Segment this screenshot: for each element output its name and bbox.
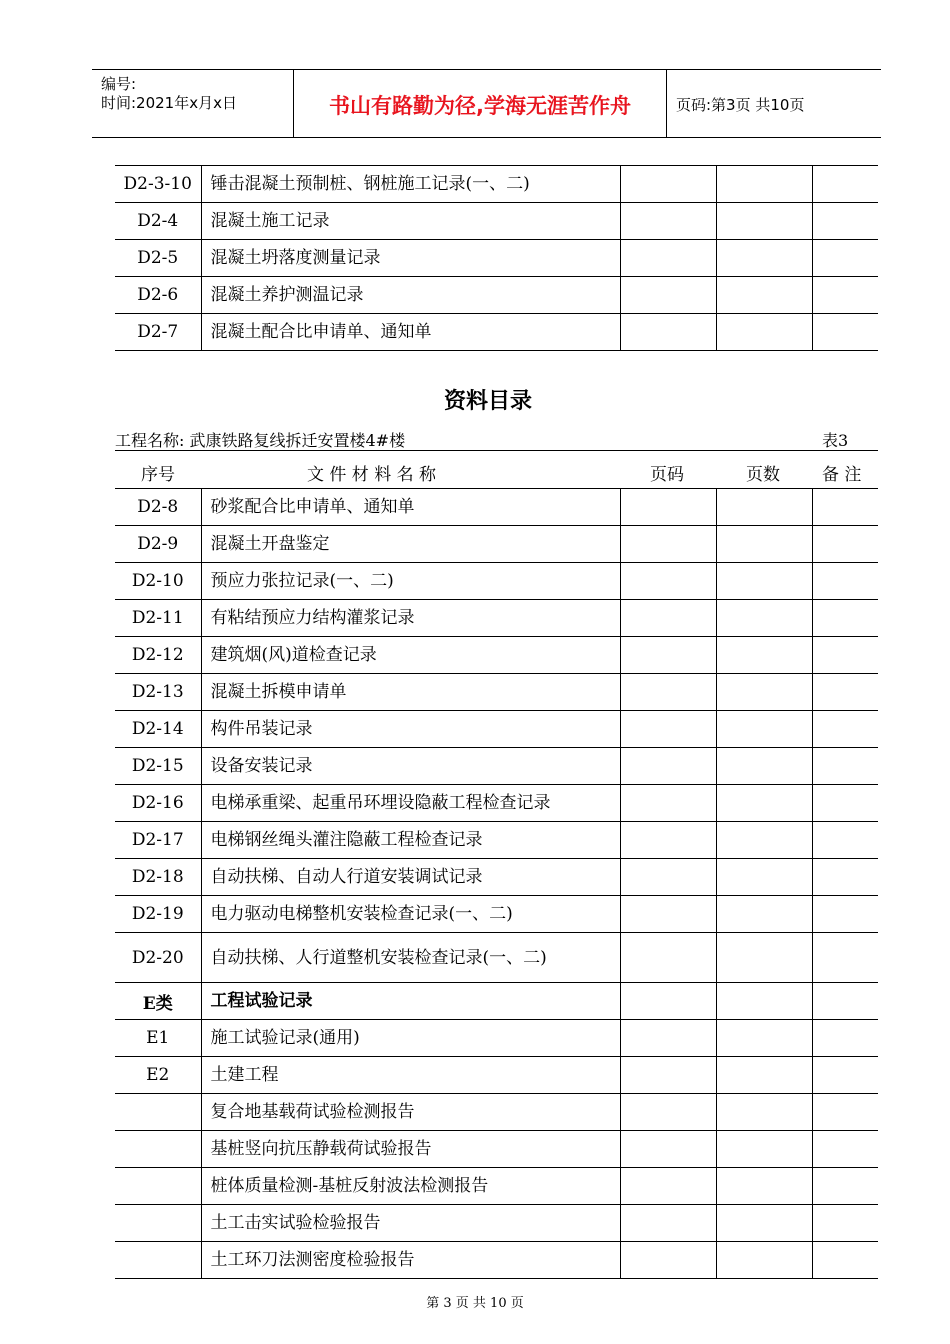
row-name: 锤击混凝土预制桩、钢桩施工记录(一、二): [201, 166, 620, 203]
row-code: D2-5: [115, 240, 201, 277]
row-code: D2-7: [115, 314, 201, 351]
table-row: [115, 896, 878, 933]
row-code: D2-16: [115, 785, 201, 822]
row-name: 电力驱动电梯整机安装检查记录(一、二): [201, 896, 620, 933]
section-title: 资料目录: [443, 389, 532, 414]
table-row: [115, 637, 878, 674]
col-remark: 备 注: [822, 465, 862, 485]
row-code: D2-9: [115, 526, 201, 563]
row-code: [115, 1168, 201, 1205]
row-code: D2-13: [115, 674, 201, 711]
row-name: 混凝土养护测温记录: [201, 277, 620, 314]
table-row: [115, 785, 878, 822]
row-name: 有粘结预应力结构灌浆记录: [201, 600, 620, 637]
row-name: 混凝土施工记录: [201, 203, 620, 240]
row-code: D2-8: [115, 489, 201, 526]
table-row: [115, 711, 878, 748]
table-row: [115, 983, 878, 1020]
header-page-cell: [667, 70, 881, 137]
row-code: D2-3-10: [115, 166, 201, 203]
table-row: [115, 859, 878, 896]
table-row: [115, 240, 878, 277]
row-name: 土工击实试验检验报告: [201, 1205, 620, 1242]
table-row: [115, 526, 878, 563]
header-motto-cell: [294, 70, 667, 137]
row-name: 复合地基载荷试验检测报告: [201, 1094, 620, 1131]
row-name: 土工环刀法测密度检验报告: [201, 1242, 620, 1279]
table-row: [115, 1205, 878, 1242]
table-row: [115, 1020, 878, 1057]
row-name: 土建工程: [201, 1057, 620, 1094]
row-name: 工程试验记录: [201, 983, 620, 1020]
page-footer: 第 3 页 共 10 页: [426, 1296, 524, 1311]
row-name: 桩体质量检测-基桩反射波法检测报告: [201, 1168, 620, 1205]
table-row: [115, 314, 878, 351]
row-name: 建筑烟(风)道检查记录: [201, 637, 620, 674]
row-code: D2-19: [115, 896, 201, 933]
col-pages: 页数: [746, 465, 780, 485]
row-code: D2-10: [115, 563, 201, 600]
row-code: D2-6: [115, 277, 201, 314]
row-name: 混凝土拆模申请单: [201, 674, 620, 711]
row-code: D2-17: [115, 822, 201, 859]
project-name: 工程名称: 武康铁路复线拆迁安置楼4#楼: [115, 431, 406, 450]
table-row: [115, 822, 878, 859]
row-code: D2-12: [115, 637, 201, 674]
row-code: [115, 1094, 201, 1131]
row-name: 电梯钢丝绳头灌注隐蔽工程检查记录: [201, 822, 620, 859]
row-code: D2-4: [115, 203, 201, 240]
table-row: [115, 166, 878, 203]
table-row: [115, 1057, 878, 1094]
table-row: [115, 600, 878, 637]
table-row: [115, 1168, 878, 1205]
table-row: [115, 277, 878, 314]
row-code: E类: [115, 983, 201, 1020]
row-name: 自动扶梯、人行道整机安装检查记录(一、二): [201, 933, 620, 983]
top-catalog-table: [115, 165, 878, 351]
table-row: [115, 203, 878, 240]
row-code: E2: [115, 1057, 201, 1094]
table-row: [115, 674, 878, 711]
row-code: [115, 1205, 201, 1242]
table-row: [115, 933, 878, 983]
row-name: 混凝土配合比申请单、通知单: [201, 314, 620, 351]
row-name: 构件吊装记录: [201, 711, 620, 748]
table-number: 表3: [822, 431, 849, 450]
col-seq: 序号: [141, 465, 175, 485]
row-code: D2-11: [115, 600, 201, 637]
col-page: 页码: [650, 465, 684, 485]
row-name: 施工试验记录(通用): [201, 1020, 620, 1057]
row-code: [115, 1131, 201, 1168]
page-header: [92, 69, 881, 138]
column-header: [115, 450, 878, 489]
row-name: 电梯承重梁、起重吊环埋设隐蔽工程检查记录: [201, 785, 620, 822]
header-motto: 书山有路勤为径,学海无涯苦作舟: [329, 94, 631, 118]
row-code: E1: [115, 1020, 201, 1057]
row-name: 混凝土开盘鉴定: [201, 526, 620, 563]
row-name: 自动扶梯、自动人行道安装调试记录: [201, 859, 620, 896]
header-page-label: 页码:第3页 共10页: [676, 96, 805, 114]
col-name: 文 件 材 料 名 称: [307, 465, 437, 485]
table-row: [115, 748, 878, 785]
row-name: 混凝土坍落度测量记录: [201, 240, 620, 277]
row-name: 基桩竖向抗压静载荷试验报告: [201, 1131, 620, 1168]
doc-time-label: 时间:2021年x月x日: [101, 94, 237, 112]
row-code: D2-18: [115, 859, 201, 896]
row-name: 设备安装记录: [201, 748, 620, 785]
table-row: [115, 489, 878, 526]
table-row: [115, 563, 878, 600]
row-code: D2-15: [115, 748, 201, 785]
row-name: 预应力张拉记录(一、二): [201, 563, 620, 600]
table-row: [115, 1131, 878, 1168]
row-name: 砂浆配合比申请单、通知单: [201, 489, 620, 526]
table-row: [115, 1242, 878, 1279]
row-code: [115, 1242, 201, 1279]
row-code: D2-14: [115, 711, 201, 748]
doc-number-label: 编号:: [101, 75, 137, 93]
row-code: D2-20: [115, 933, 201, 983]
table-row: [115, 1094, 878, 1131]
header-meta: [92, 70, 294, 137]
main-catalog-table: [115, 488, 878, 1279]
